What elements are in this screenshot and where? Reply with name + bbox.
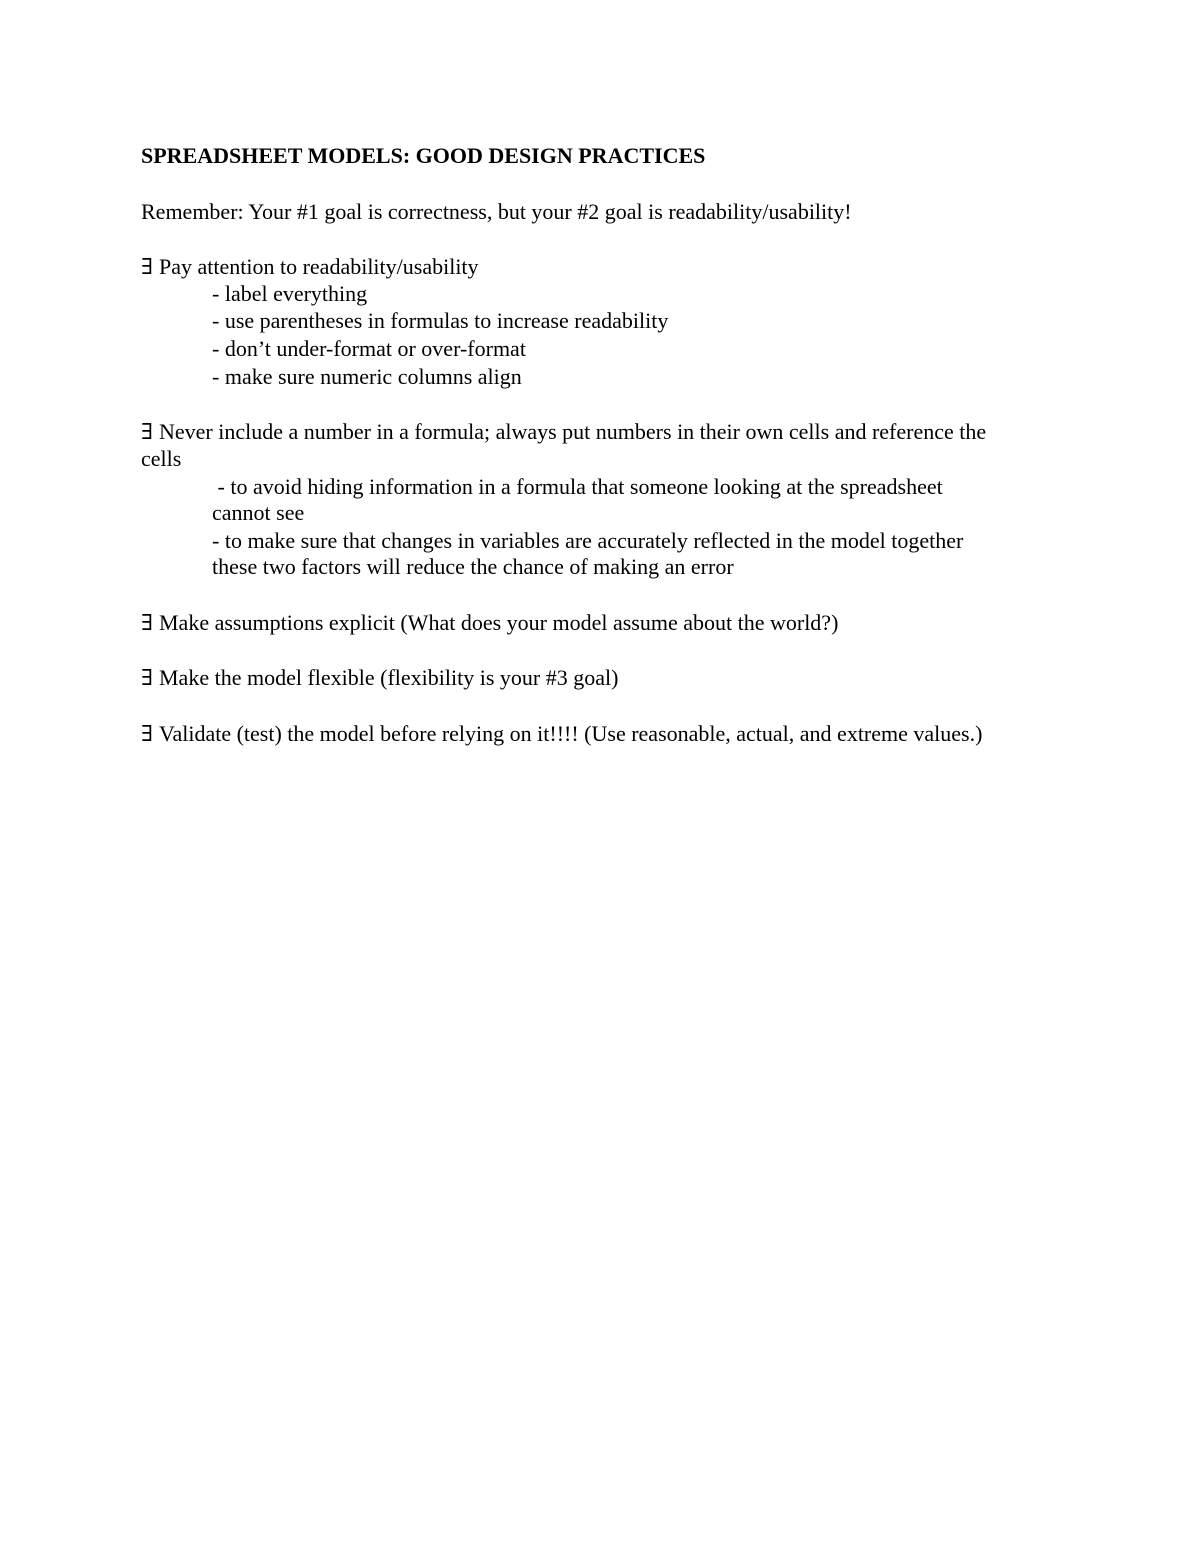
list-item: these two factors will reduce the chance of making an error <box>212 554 734 579</box>
bullet-assumptions <box>141 609 838 636</box>
bullet-heading: Pay attention to readability/usability <box>159 254 479 279</box>
exists-symbol-icon: ∃ <box>141 665 153 690</box>
list-item: - to make sure that changes in variables are accurately reflected in the model together <box>212 528 964 553</box>
list-item: cannot see <box>212 500 305 525</box>
list-item: - don’t under-format or over-format <box>212 336 526 361</box>
list-item: - to avoid hiding information in a formula that someone looking at the spreadsheet <box>212 474 943 499</box>
reminder-text: Remember: Your #1 goal is correctness, but your #2 goal is readability/usability! <box>141 199 852 224</box>
bullet-heading-continuation: cells <box>141 446 182 471</box>
bullet-never-include-number <box>141 418 986 445</box>
bullet-readability <box>141 253 479 280</box>
bullet-heading: Never include a number in a formula; always put numbers in their own cells and reference the <box>159 419 987 444</box>
list-item: - use parentheses in formulas to increase readability <box>212 308 669 333</box>
bullet-validate <box>141 720 982 747</box>
exists-symbol-icon: ∃ <box>141 610 153 635</box>
bullet-heading: Validate (test) the model before relying on it!!!! (Use reasonable, actual, and extreme values.) <box>159 721 983 746</box>
exists-symbol-icon: ∃ <box>141 254 153 279</box>
bullet-heading: Make assumptions explicit (What does your model assume about the world?) <box>159 610 839 635</box>
exists-symbol-icon: ∃ <box>141 419 153 444</box>
page-title: SPREADSHEET MODELS: GOOD DESIGN PRACTICES <box>141 143 706 168</box>
list-item: - make sure numeric columns align <box>212 364 522 389</box>
bullet-flexible <box>141 664 618 691</box>
list-item: - label everything <box>212 281 368 306</box>
bullet-heading: Make the model flexible (flexibility is your #3 goal) <box>159 665 619 690</box>
exists-symbol-icon: ∃ <box>141 721 153 746</box>
